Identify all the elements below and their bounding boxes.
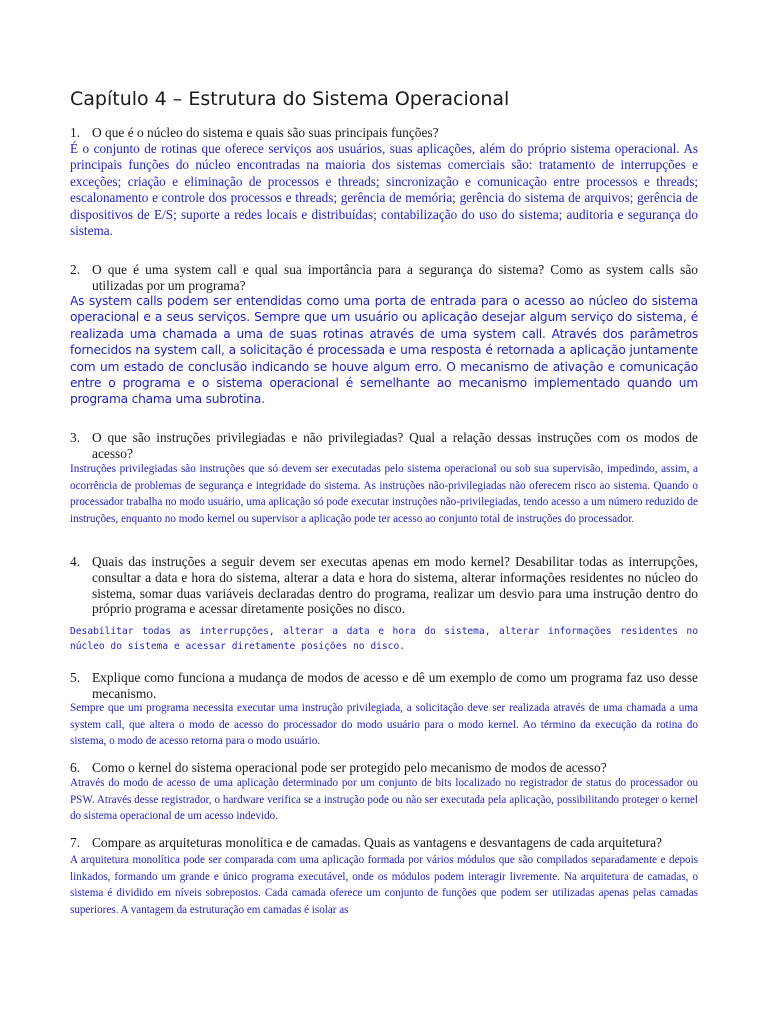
question-number: 7. (70, 835, 81, 850)
question-text: O que é o núcleo do sistema e quais são suas principais funções? (92, 125, 439, 140)
question-5 (70, 670, 698, 702)
answer-3: Instruções privilegiadas são instruções que só devem ser executadas pelo sistema operacional ou sob sua supervisão, impedindo, assim, a ocorrência de problemas de segurança e integridade do sistema. As instruções não-privilegiadas não oferecem risco ao sistema. Quando o processador trabalha no modo usuário, uma aplicação só pode executar instruções não-privilegiadas, tendo acesso a um número reduzido de instruções, enquanto no modo kernel ou supervisor a aplicação pode ter acesso ao conjunto total de instruções do processador. (70, 463, 698, 525)
question-text: Como o kernel do sistema operacional pode ser protegido pelo mecanismo de modos de acesso? (92, 760, 607, 775)
chapter-title: Capítulo 4 – Estrutura do Sistema Operacional (70, 88, 510, 110)
question-text: Quais das instruções a seguir devem ser executas apenas em modo kernel? Desabilitar todas as interrupções, consultar a data e hora do sistema, alterar a data e hora do sistema, alterar informações residentes no núcleo do sistema, somar duas variáveis declaradas dentro do programa, realizar um desvio para uma instrução dentro do próprio programa e acessar diretamente posições no disco. (92, 554, 698, 617)
answer-7: A arquitetura monolítica pode ser comparada com uma aplicação formada por vários módulos que são compilados separadamente e depois linkados, formando um grande e único programa executável, onde os módulos podem interagir livremente. Na arquitetura de camadas, o sistema é dividido em níveis sobrepostos. Cada camada oferece um conjunto de funções que podem ser utilizadas apenas pelas camadas superiores. A vantagem da estruturação em camadas é isolar as (70, 854, 698, 916)
question-number: 4. (70, 554, 81, 569)
answer-2: As system calls podem ser entendidas como uma porta de entrada para o acesso ao núcleo do sistema operacional e a seus serviços. Sempre que um usuário ou aplicação desejar algum serviço do sistema, é realizada uma chamada a uma de suas rotinas através de uma system call. Através dos parâmetros fornecidos na system call, a solicitação é processada e uma resposta é retornada a aplicação juntamente com um estado de conclusão indicando se houve algum erro. O mecanismo de ativação e comunicação entre o programa e o sistema operacional é semelhante ao mecanismo implementado quando um programa chama uma subrotina. (70, 294, 698, 407)
question-6 (70, 760, 698, 776)
question-2 (70, 262, 698, 294)
question-3 (70, 430, 698, 462)
question-number: 3. (70, 430, 81, 445)
question-text: O que são instruções privilegiadas e não privilegiadas? Qual a relação dessas instruções com os modos de acesso? (92, 430, 698, 461)
question-number: 6. (70, 760, 81, 775)
question-number: 2. (70, 262, 81, 277)
answer-6: Através do modo de acesso de uma aplicação determinado por um conjunto de bits localizado no registrador de status do processador ou PSW. Através desse registrador, o hardware verifica se a instrução pode ou não ser executada pela aplicação, possibilitando proteger o kernel do sistema operacional de um acesso indevido. (70, 777, 698, 823)
answer-1: É o conjunto de rotinas que oferece serviços aos usuários, suas aplicações, além do próprio sistema operacional. As principais funções do núcleo encontradas na maioria dos sistemas comerciais são: tratamento de interrupções e exceções; criação e eliminação de processos e threads; sincronização e comunicação entre processos e threads; escalonamento e controle dos processos e threads; gerência de memória; gerência do sistema de arquivos; gerência de dispositivos de E/S; suporte a redes locais e distribuídas; contabilização do uso do sistema; auditoria e segurança do sistema. (70, 141, 698, 239)
question-7 (70, 835, 698, 851)
answer-5: Sempre que um programa necessita executar uma instrução privilegiada, a solicitação deve ser realizada através de uma chamada a uma system call, que altera o modo de acesso do processador do modo usuário para o modo kernel. Ao término da execução da rotina do sistema, o modo de acesso retorna para o modo usuário. (70, 702, 698, 747)
question-1 (70, 125, 698, 141)
question-text: O que é uma system call e qual sua importância para a segurança do sistema? Como as system calls são utilizadas por um programa? (92, 262, 698, 293)
question-number: 1. (70, 125, 81, 140)
question-text: Compare as arquiteturas monolítica e de camadas. Quais as vantagens e desvantagens de cada arquitetura? (92, 835, 662, 850)
question-number: 5. (70, 670, 81, 685)
question-text: Explique como funciona a mudança de modos de acesso e dê um exemplo de como um programa faz uso desse mecanismo. (92, 670, 698, 701)
question-4 (70, 554, 698, 617)
answer-4: Desabilitar todas as interrupções, alterar a data e hora do sistema, alterar informações residentes no núcleo do sistema e acessar diretamente posições no disco. (70, 626, 698, 652)
